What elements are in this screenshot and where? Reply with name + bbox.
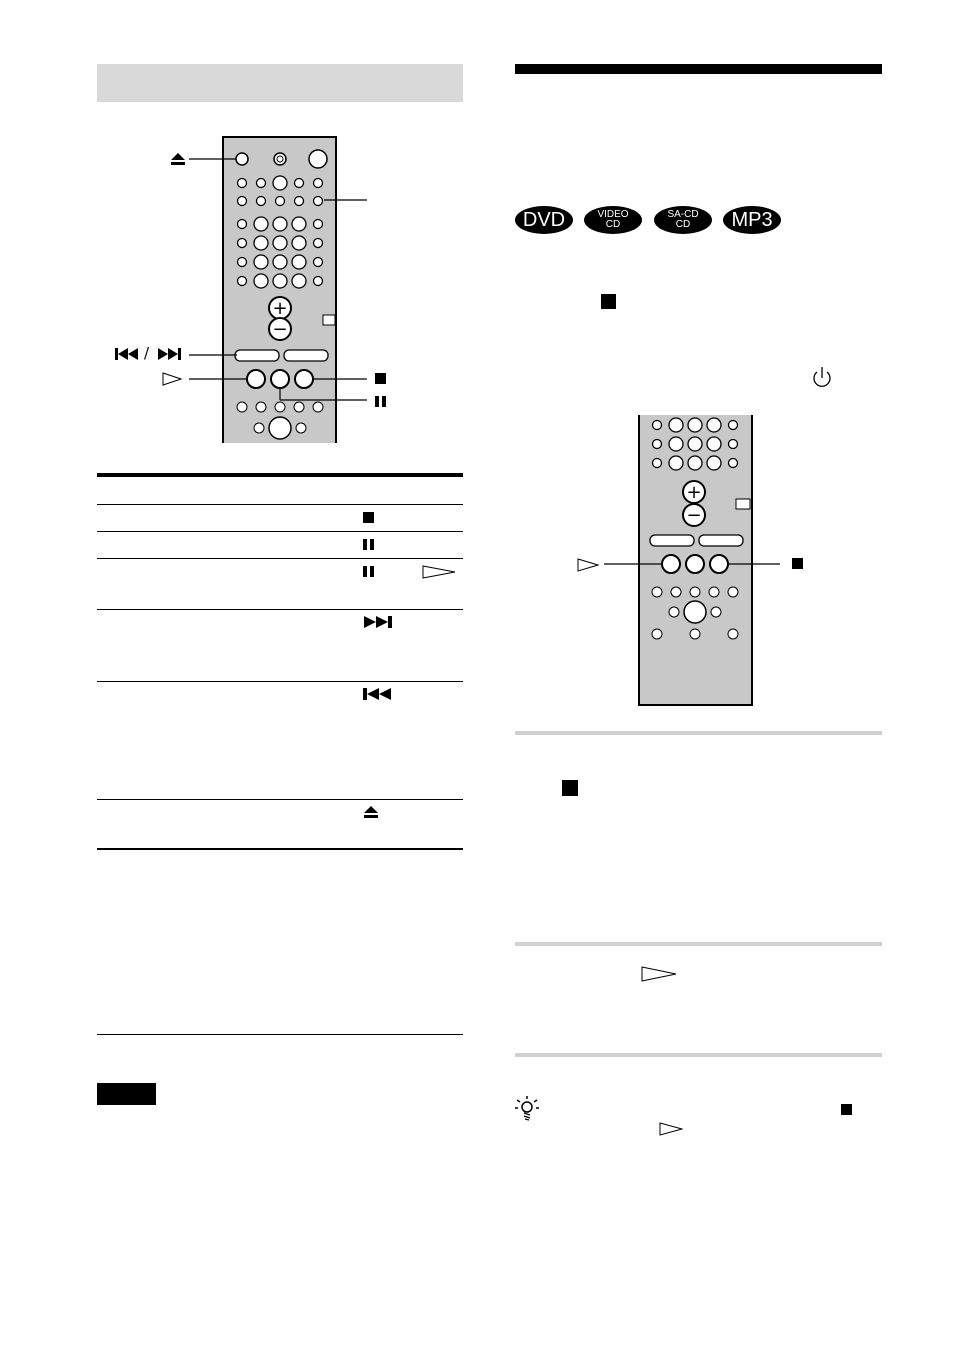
stop-icon xyxy=(792,558,804,570)
eject-icon xyxy=(363,805,379,819)
slash-separator: / xyxy=(144,344,150,362)
table-bottom-rule xyxy=(97,848,463,850)
previous-next-track-icon xyxy=(115,344,187,362)
pause-icon xyxy=(363,539,375,551)
dvd-badge-text: DVD xyxy=(522,208,566,231)
table-row-divider xyxy=(97,609,463,610)
remote-control-closeup-illustration xyxy=(570,415,810,707)
stop-icon xyxy=(841,1104,853,1116)
sacd-badge xyxy=(654,206,712,234)
play-icon xyxy=(659,1122,683,1136)
play-icon xyxy=(162,372,182,386)
next-track-icon xyxy=(363,615,397,629)
table-top-rule xyxy=(97,473,463,477)
previous-track-icon xyxy=(363,687,397,701)
table-row-divider xyxy=(97,799,463,800)
table-row-divider xyxy=(97,504,463,505)
remote-control-illustration xyxy=(97,128,397,443)
stop-icon xyxy=(375,373,387,385)
mp3-badge-text: MP3 xyxy=(731,208,773,231)
svg-text:−: − xyxy=(272,319,288,340)
stop-icon xyxy=(562,780,579,797)
note-label-box xyxy=(97,1083,156,1105)
video-cd-badge-top: VIDEO xyxy=(597,209,629,220)
video-cd-badge xyxy=(584,206,642,234)
table-row-divider xyxy=(97,681,463,682)
sacd-badge-top: SA-CD xyxy=(667,209,699,220)
eject-icon xyxy=(170,152,186,166)
dvd-badge xyxy=(515,206,573,234)
sacd-badge-bottom: CD xyxy=(675,219,691,230)
video-cd-badge-bottom: CD xyxy=(605,219,621,230)
table-row-divider xyxy=(97,531,463,532)
step-rule xyxy=(515,942,882,946)
svg-text:+: + xyxy=(272,298,288,319)
svg-text:−: − xyxy=(686,505,702,526)
section-title-bar xyxy=(515,64,882,74)
pause-icon xyxy=(375,396,387,408)
power-icon xyxy=(811,366,833,390)
svg-text:+: + xyxy=(686,482,702,503)
step-rule xyxy=(515,1053,882,1057)
stop-icon xyxy=(363,512,375,524)
play-icon xyxy=(422,565,456,579)
table-row-divider xyxy=(97,558,463,559)
play-icon xyxy=(577,558,599,572)
section-header-band xyxy=(97,64,463,102)
pause-icon xyxy=(363,566,375,578)
mp3-badge xyxy=(723,206,781,234)
section-rule xyxy=(97,1034,463,1035)
step-rule xyxy=(515,731,882,735)
play-icon xyxy=(641,966,677,982)
stop-icon xyxy=(601,294,617,310)
lightbulb-hint-icon xyxy=(515,1096,539,1122)
